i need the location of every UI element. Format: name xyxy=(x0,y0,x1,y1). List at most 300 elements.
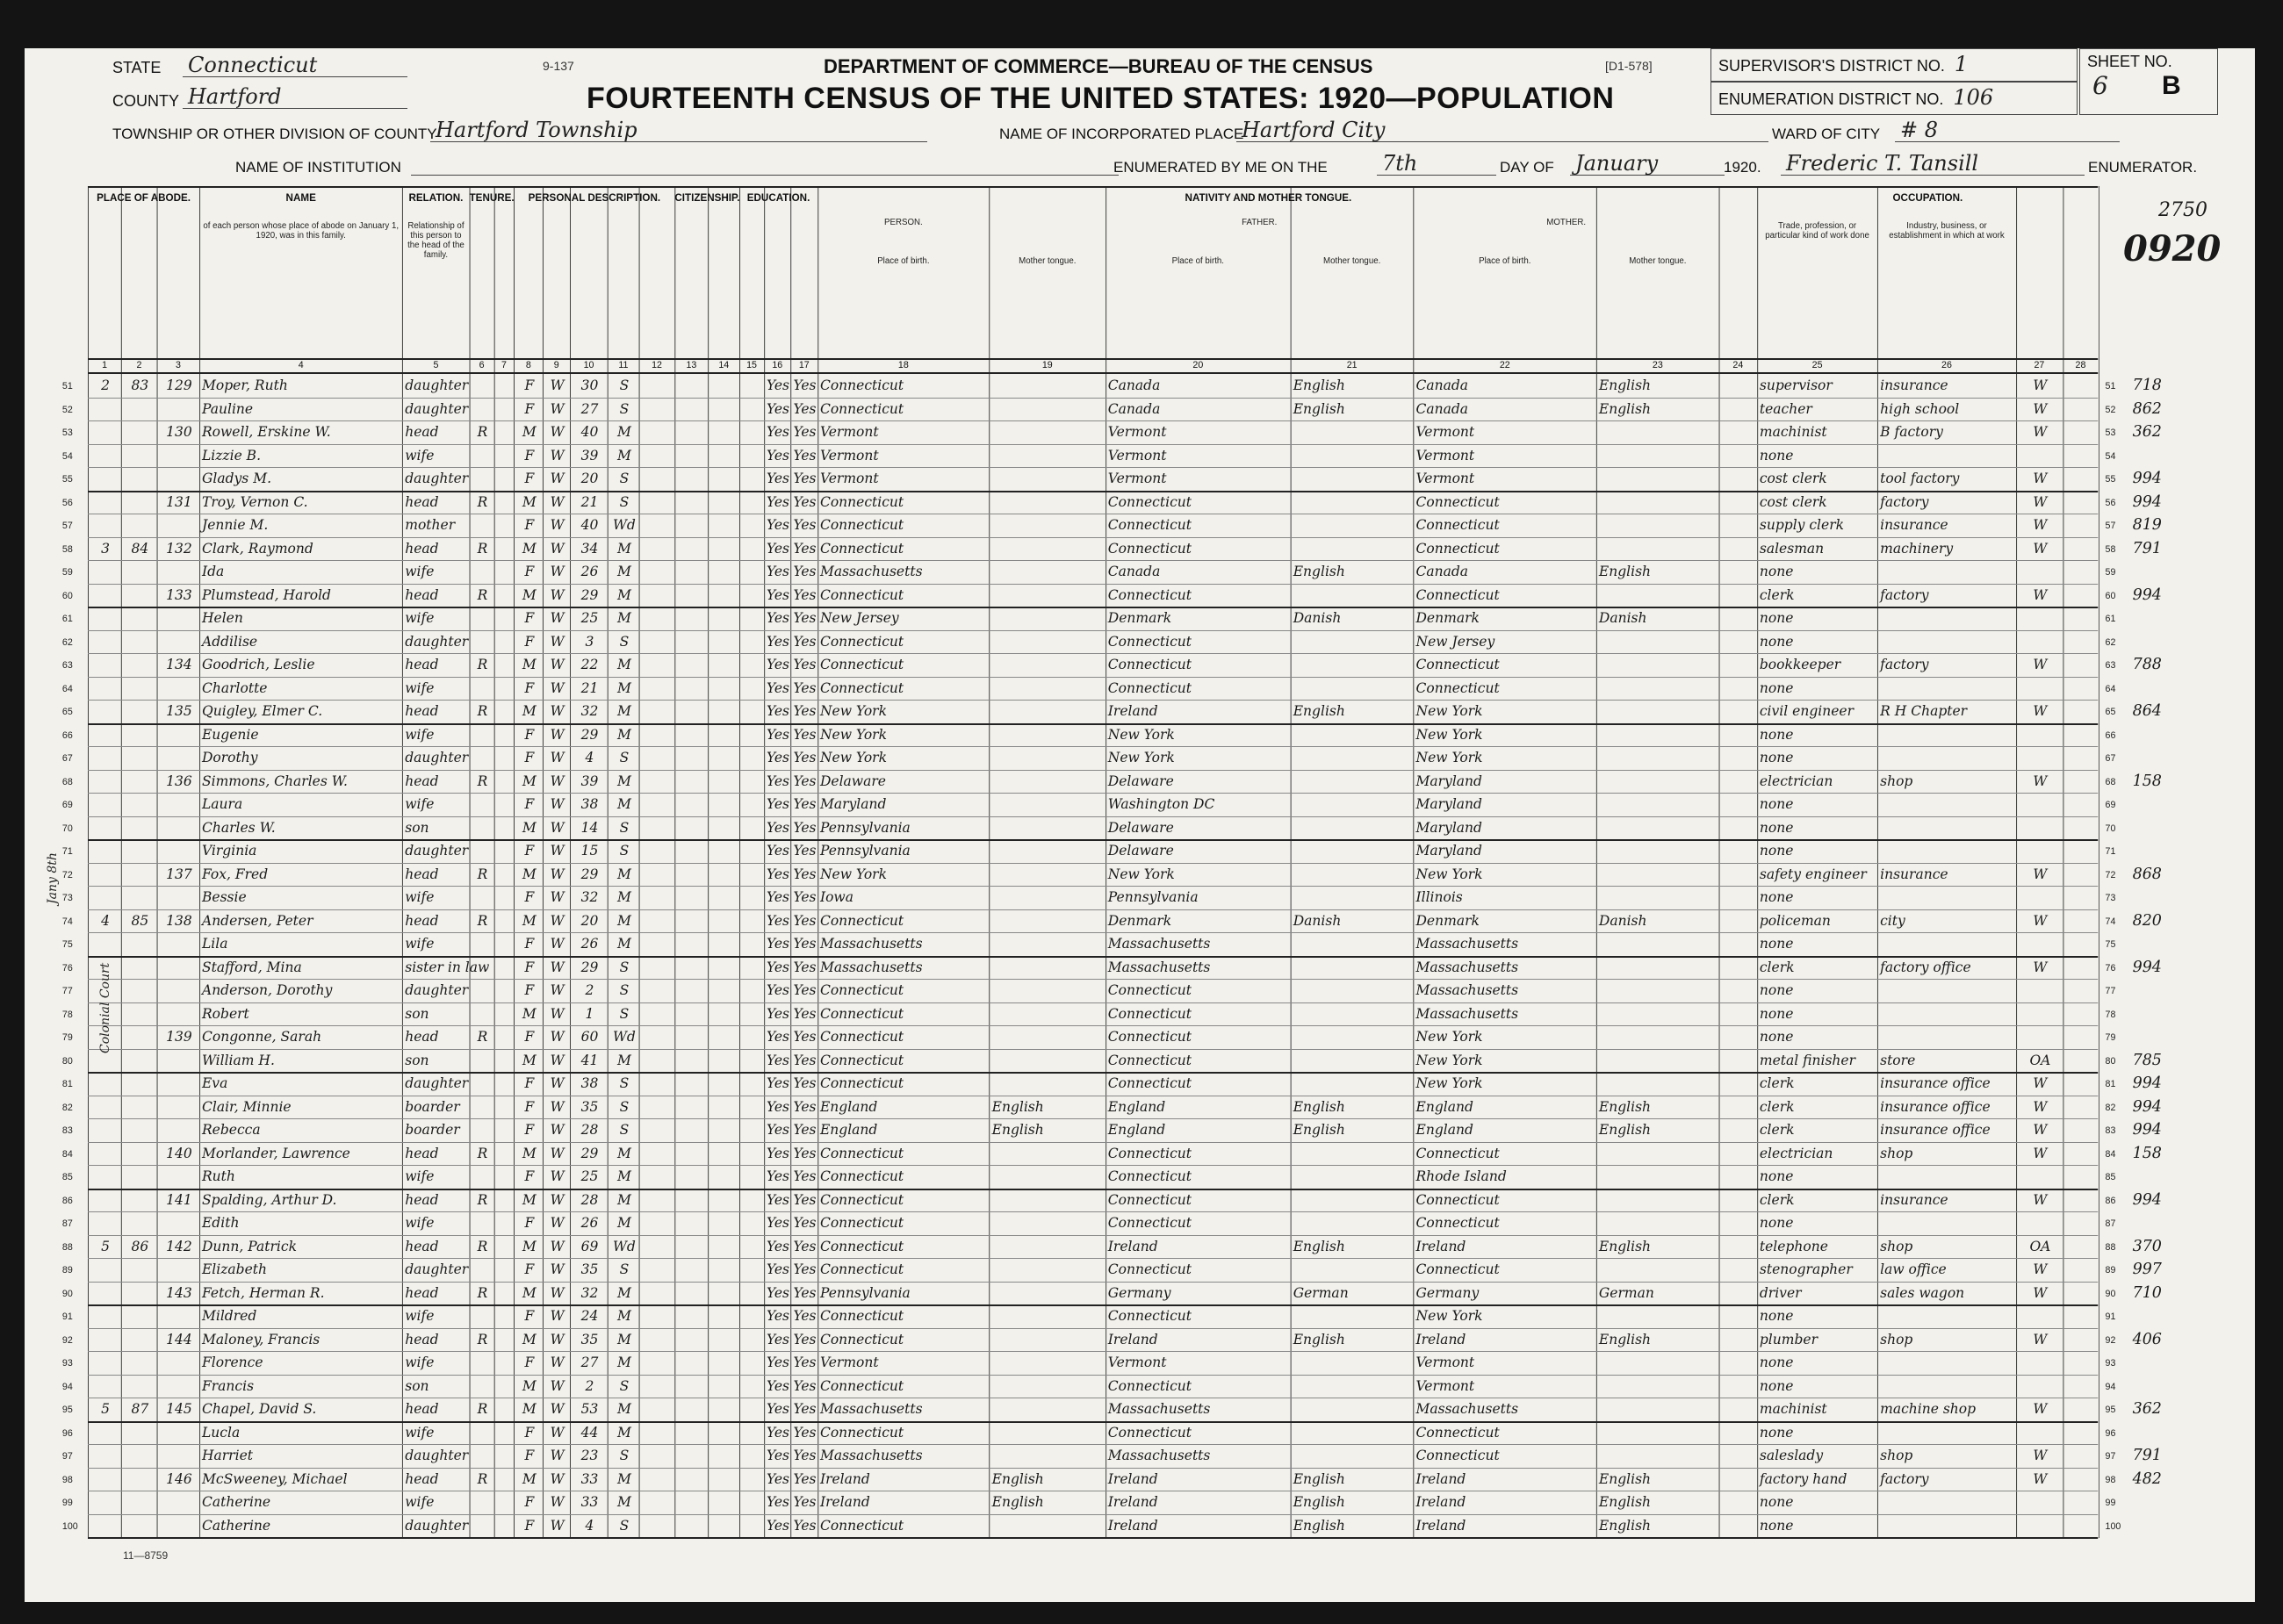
cell-name: Clair, Minnie xyxy=(201,1097,292,1115)
cell-ms: M xyxy=(616,1283,631,1301)
cell-ms: S xyxy=(619,818,630,836)
column-group-2: RELATION. xyxy=(408,191,464,204)
cell-emp: W xyxy=(2033,1283,2048,1301)
cell-trade: none xyxy=(1759,818,1794,836)
cell-sex: F xyxy=(524,981,535,998)
cell-fpob: Connecticut xyxy=(1107,1051,1192,1068)
cell-age: 29 xyxy=(580,586,599,603)
cell-fpob: New York xyxy=(1107,749,1175,765)
cell-ms: M xyxy=(616,1354,631,1370)
column-group-0: PLACE OF ABODE. xyxy=(97,191,191,204)
cell-dw: 4 xyxy=(101,911,110,929)
cell-rel: head xyxy=(405,492,439,510)
cell-trade: safety engineer xyxy=(1759,865,1867,882)
cell-mpob: Connecticut xyxy=(1415,1447,1500,1463)
cell-mpob: England xyxy=(1415,1121,1473,1138)
cell-race: W xyxy=(550,656,565,672)
line-number-left: 73 xyxy=(61,893,73,903)
cell-sex: F xyxy=(524,958,535,975)
cell-age: 29 xyxy=(580,1144,599,1161)
cell-write: Yes xyxy=(793,1400,817,1417)
cell-pob: New York xyxy=(819,725,887,743)
occupation-code: 370 xyxy=(2132,1236,2162,1255)
cell-emp: W xyxy=(2033,1261,2048,1277)
cell-ftongue: English xyxy=(1293,1516,1345,1534)
occupation-code: 406 xyxy=(2132,1329,2162,1348)
cell-ms: S xyxy=(619,1121,630,1138)
column-group-6: EDUCATION. xyxy=(746,191,810,204)
incorporated-value: Hartford City xyxy=(1236,119,1768,142)
cell-sex: F xyxy=(524,1516,535,1534)
cell-mpob: Massachusetts xyxy=(1415,1400,1519,1417)
cell-rel: wife xyxy=(405,1354,435,1370)
cell-write: Yes xyxy=(793,818,817,836)
cell-ptongue: English xyxy=(991,1470,1044,1487)
cell-fam: 141 xyxy=(166,1190,192,1208)
column-number: 19 xyxy=(1041,360,1053,370)
footer-code: 11—8759 xyxy=(123,1549,169,1562)
line-number: 90 xyxy=(2105,1288,2116,1299)
cell-race: W xyxy=(550,865,565,882)
cell-write: Yes xyxy=(793,1516,817,1534)
cell-name: Catherine xyxy=(201,1493,271,1510)
line-number-left: 77 xyxy=(61,986,73,996)
cell-sex: M xyxy=(522,865,537,882)
form-number: 9-137 xyxy=(543,59,574,73)
corner-stamp: 0920 xyxy=(2123,228,2222,269)
cell-mpob: Connecticut xyxy=(1415,1144,1500,1161)
cell-pob: Pennsylvania xyxy=(819,818,911,836)
line-number: 58 xyxy=(2105,543,2116,555)
cell-fpob: Delaware xyxy=(1107,772,1174,789)
line-number-left: 74 xyxy=(61,916,73,927)
cell-industry: insurance xyxy=(1880,516,1948,533)
cell-fpob: Denmark xyxy=(1107,609,1172,626)
page-title: FOURTEENTH CENSUS OF THE UNITED STATES: 1920—POPULATION xyxy=(587,82,1615,115)
cell-pob: Connecticut xyxy=(819,1144,904,1161)
cell-industry: store xyxy=(1880,1051,1916,1068)
cell-read: Yes xyxy=(766,1051,790,1068)
cell-pob: Vermont xyxy=(819,423,879,440)
cell-ten: R xyxy=(477,1400,488,1417)
cell-rel: wife xyxy=(405,609,435,626)
cell-ftongue: Danish xyxy=(1293,911,1342,929)
cell-name: Fetch, Herman R. xyxy=(201,1283,325,1301)
cell-name: Jennie M. xyxy=(201,516,269,533)
cell-trade: policeman xyxy=(1759,911,1831,929)
cell-ten: R xyxy=(477,1144,488,1161)
cell-rel: wife xyxy=(405,1168,435,1184)
column-subhead: Industry, business, or establishment in which at work xyxy=(1889,221,2005,241)
cell-rel: head xyxy=(405,1237,439,1254)
cell-write: Yes xyxy=(793,1330,817,1347)
cell-pob: Massachusetts xyxy=(819,935,923,952)
cell-mpob: Connecticut xyxy=(1415,679,1500,696)
table-row xyxy=(88,1398,2098,1421)
occupation-code: 862 xyxy=(2132,399,2162,418)
incorporated-label: NAME OF INCORPORATED PLACE xyxy=(999,126,1244,142)
cell-sex: F xyxy=(524,399,535,417)
cell-trade: none xyxy=(1759,446,1794,463)
cell-age: 32 xyxy=(580,1283,599,1301)
supervisor-value: 1 xyxy=(1954,52,1969,76)
line-number: 100 xyxy=(2105,1520,2121,1532)
cell-fam: 132 xyxy=(166,539,192,557)
cell-ms: M xyxy=(616,539,631,557)
cell-industry: factory xyxy=(1880,1470,1929,1487)
line-number: 81 xyxy=(2105,1079,2116,1089)
cell-fam: 142 xyxy=(166,1237,192,1254)
cell-mpob: New York xyxy=(1415,702,1483,719)
cell-read: Yes xyxy=(766,749,790,765)
column-number: 22 xyxy=(1499,360,1510,370)
cell-rel: head xyxy=(405,1190,439,1208)
table-row xyxy=(88,863,2098,887)
cell-rel: wife xyxy=(405,563,435,579)
cell-emp: W xyxy=(2033,1190,2048,1208)
cell-name: Lucla xyxy=(201,1423,241,1441)
cell-rel: daughter xyxy=(405,1074,469,1091)
cell-race: W xyxy=(550,1214,565,1231)
line-number: 70 xyxy=(2105,823,2116,834)
cell-race: W xyxy=(550,679,565,696)
cell-name: Dunn, Patrick xyxy=(201,1237,297,1254)
table-row xyxy=(88,420,2098,444)
column-subhead: of each person whose place of abode on January 1, 1920, was in this family. xyxy=(203,221,400,241)
county-label: COUNTY xyxy=(112,92,179,110)
cell-age: 4 xyxy=(585,1516,594,1534)
cell-age: 69 xyxy=(580,1237,599,1254)
cell-name: Virginia xyxy=(201,842,257,859)
cell-fam: 131 xyxy=(166,492,192,510)
cell-mpob: Rhode Island xyxy=(1415,1168,1507,1184)
cell-name: Catherine xyxy=(201,1516,271,1534)
cell-write: Yes xyxy=(793,1470,817,1487)
cell-emp: W xyxy=(2033,1447,2048,1463)
cell-race: W xyxy=(550,1470,565,1487)
cell-fpob: Ireland xyxy=(1107,702,1158,719)
ward-label: WARD OF CITY xyxy=(1772,126,1881,142)
cell-sex: F xyxy=(524,1074,535,1091)
table-row xyxy=(88,1258,2098,1282)
cell-age: 60 xyxy=(580,1028,599,1045)
table-row xyxy=(88,1468,2098,1491)
cell-fam: 130 xyxy=(166,423,192,440)
cell-fpob: New York xyxy=(1107,725,1175,743)
cell-ten: R xyxy=(477,1190,488,1208)
line-number-left: 75 xyxy=(61,939,73,950)
line-number: 92 xyxy=(2105,1334,2116,1346)
cell-emp: W xyxy=(2033,1144,2048,1161)
cell-ms: M xyxy=(616,1214,631,1231)
enumeration-box xyxy=(1710,82,2078,115)
institution-label: NAME OF INSTITUTION xyxy=(235,159,401,176)
cell-trade: clerk xyxy=(1759,1097,1795,1115)
cell-ms: M xyxy=(616,446,631,463)
occupation-code: 994 xyxy=(2132,957,2162,976)
cell-pob: Connecticut xyxy=(819,1423,904,1441)
cell-fpob: Connecticut xyxy=(1107,586,1192,603)
cell-race: W xyxy=(550,1330,565,1347)
cell-rel: daughter xyxy=(405,632,469,650)
cell-age: 32 xyxy=(580,888,599,905)
cell-industry: R H Chapter xyxy=(1880,702,1968,719)
cell-race: W xyxy=(550,377,565,393)
cell-read: Yes xyxy=(766,1283,790,1301)
cell-write: Yes xyxy=(793,1190,817,1208)
cell-mpob: Massachusetts xyxy=(1415,981,1519,998)
cell-mtongue: English xyxy=(1598,377,1652,393)
line-number-left: 57 xyxy=(61,521,73,531)
cell-fam: 135 xyxy=(166,702,192,719)
cell-race: W xyxy=(550,1074,565,1091)
line-number-left: 62 xyxy=(61,636,73,648)
cell-race: W xyxy=(550,702,565,719)
cell-age: 23 xyxy=(580,1447,599,1463)
line-number-left: 72 xyxy=(61,869,73,880)
cell-sex: F xyxy=(524,1423,535,1441)
cell-rel: head xyxy=(405,586,439,603)
cell-fpob: Connecticut xyxy=(1107,1004,1192,1022)
cell-write: Yes xyxy=(793,563,817,579)
cell-name: Stafford, Mina xyxy=(201,958,302,975)
cell-write: Yes xyxy=(793,1028,817,1045)
line-number-left: 84 xyxy=(61,1148,73,1160)
cell-sex: M xyxy=(522,492,537,510)
cell-read: Yes xyxy=(766,865,790,882)
cell-sex: F xyxy=(524,1168,535,1184)
cell-sex: M xyxy=(522,423,537,440)
cell-ms: S xyxy=(619,399,630,417)
cell-mpob: Ireland xyxy=(1415,1516,1466,1534)
cell-ten: R xyxy=(477,586,488,603)
cell-trade: supervisor xyxy=(1759,377,1833,393)
cell-race: W xyxy=(550,1493,565,1510)
column-subhead: Mother tongue. xyxy=(1323,256,1381,266)
cell-read: Yes xyxy=(766,1004,790,1022)
cell-rel: head xyxy=(405,423,439,440)
table-row xyxy=(88,677,2098,701)
cell-industry: insurance xyxy=(1880,865,1948,882)
line-number-left: 97 xyxy=(61,1451,73,1462)
occupation-code: 482 xyxy=(2132,1469,2162,1488)
cell-industry: law office xyxy=(1880,1261,1947,1277)
table-row xyxy=(88,1189,2098,1212)
cell-age: 44 xyxy=(580,1423,599,1441)
cell-race: W xyxy=(550,1307,565,1324)
table-row xyxy=(88,1118,2098,1142)
cell-mpob: Maryland xyxy=(1415,818,1482,836)
cell-age: 34 xyxy=(580,539,599,557)
cell-age: 25 xyxy=(580,609,599,626)
cell-age: 40 xyxy=(580,423,599,440)
cell-industry: shop xyxy=(1880,1237,1913,1254)
column-group-7: NATIVITY AND MOTHER TONGUE. xyxy=(1185,191,1352,204)
cell-sex: M xyxy=(522,1330,537,1347)
column-subhead: Trade, profession, or particular kind of work done xyxy=(1765,221,1869,241)
cell-name: Harriet xyxy=(201,1447,253,1463)
column-group-4: PERSONAL DESCRIPTION. xyxy=(528,191,661,204)
cell-name: Edith xyxy=(201,1214,240,1231)
cell-pob: Connecticut xyxy=(819,911,904,929)
cell-fpob: Vermont xyxy=(1107,1354,1167,1370)
line-number: 99 xyxy=(2105,1498,2116,1508)
cell-mpob: Canada xyxy=(1415,377,1469,393)
cell-ms: S xyxy=(619,492,630,510)
cell-mpob: Massachusetts xyxy=(1415,1004,1519,1022)
cell-fam: 138 xyxy=(166,911,192,929)
cell-read: Yes xyxy=(766,1237,790,1254)
cell-race: W xyxy=(550,632,565,650)
cell-industry: city xyxy=(1880,911,1905,929)
cell-dn: 86 xyxy=(131,1237,149,1254)
cell-race: W xyxy=(550,1261,565,1277)
cell-mpob: Maryland xyxy=(1415,842,1482,859)
line-number-left: 68 xyxy=(61,776,73,787)
cell-industry: insurance office xyxy=(1880,1121,1991,1138)
cell-trade: clerk xyxy=(1759,958,1795,975)
cell-fpob: Pennsylvania xyxy=(1107,888,1199,905)
cell-rel: head xyxy=(405,772,439,789)
cell-race: W xyxy=(550,1004,565,1022)
cell-trade: none xyxy=(1759,1376,1794,1394)
cell-industry: factory xyxy=(1880,492,1929,510)
line-number-left: 79 xyxy=(61,1032,73,1043)
cell-dn: 84 xyxy=(131,539,149,557)
cell-fpob: Canada xyxy=(1107,399,1161,417)
cell-emp: W xyxy=(2033,539,2048,557)
line-number: 83 xyxy=(2105,1125,2116,1136)
line-number: 54 xyxy=(2105,450,2116,462)
cell-ms: M xyxy=(616,888,631,905)
cell-trade: metal finisher xyxy=(1759,1051,1856,1068)
cell-trade: none xyxy=(1759,563,1794,579)
cell-mpob: Denmark xyxy=(1415,911,1480,929)
cell-fpob: Denmark xyxy=(1107,911,1172,929)
cell-age: 2 xyxy=(585,1376,594,1394)
cell-mpob: Vermont xyxy=(1415,1376,1475,1394)
cell-pob: Connecticut xyxy=(819,1051,904,1068)
cell-rel: wife xyxy=(405,888,435,905)
cell-name: Clark, Raymond xyxy=(201,539,313,557)
cell-rel: head xyxy=(405,1400,439,1417)
cell-name: Charles W. xyxy=(201,818,276,836)
cell-age: 29 xyxy=(580,865,599,882)
cell-read: Yes xyxy=(766,1028,790,1045)
cell-age: 4 xyxy=(585,749,594,765)
cell-name: Maloney, Francis xyxy=(201,1330,320,1347)
cell-fam: 137 xyxy=(166,865,192,882)
cell-rel: daughter xyxy=(405,842,469,859)
cell-age: 28 xyxy=(580,1121,599,1138)
cell-pob: Connecticut xyxy=(819,492,904,510)
cell-age: 38 xyxy=(580,1074,599,1091)
cell-fpob: Vermont xyxy=(1107,423,1167,440)
cell-age: 3 xyxy=(585,632,594,650)
cell-age: 33 xyxy=(580,1493,599,1510)
cell-name: McSweeney, Michael xyxy=(201,1470,348,1487)
cell-ftongue: English xyxy=(1293,1330,1345,1347)
line-number-left: 96 xyxy=(61,1427,73,1439)
cell-trade: electrician xyxy=(1759,772,1833,789)
cell-sex: F xyxy=(524,1354,535,1370)
cell-industry: insurance xyxy=(1880,1190,1948,1208)
column-number: 6 xyxy=(479,360,485,370)
cell-emp: W xyxy=(2033,516,2048,533)
cell-ten: R xyxy=(477,702,488,719)
cell-read: Yes xyxy=(766,446,790,463)
cell-name: Anderson, Dorothy xyxy=(201,981,333,998)
cell-emp: W xyxy=(2033,656,2048,672)
cell-sex: F xyxy=(524,609,535,626)
cell-mpob: Vermont xyxy=(1415,423,1475,440)
cell-pob: Massachusetts xyxy=(819,1400,923,1417)
cell-mpob: New York xyxy=(1415,1307,1483,1324)
cell-fam: 144 xyxy=(166,1330,192,1347)
cell-pob: Connecticut xyxy=(819,1261,904,1277)
cell-age: 26 xyxy=(580,935,599,952)
line-number: 51 xyxy=(2105,381,2116,392)
cell-read: Yes xyxy=(766,1516,790,1534)
cell-trade: plumber xyxy=(1759,1330,1818,1347)
cell-fpob: Connecticut xyxy=(1107,1074,1192,1091)
cell-write: Yes xyxy=(793,586,817,603)
table-row xyxy=(88,1049,2098,1073)
cell-name: Quigley, Elmer C. xyxy=(201,702,323,719)
cell-sex: M xyxy=(522,1051,537,1068)
cell-ms: M xyxy=(616,609,631,626)
cell-trade: supply clerk xyxy=(1759,516,1845,533)
cell-write: Yes xyxy=(793,1283,817,1301)
enumeration-value: 106 xyxy=(1953,85,1994,110)
table-row xyxy=(88,1514,2098,1538)
line-number-left: 87 xyxy=(61,1218,73,1229)
line-number: 80 xyxy=(2105,1055,2116,1067)
cell-read: Yes xyxy=(766,516,790,533)
cell-read: Yes xyxy=(766,1261,790,1277)
column-group-8: OCCUPATION. xyxy=(1892,191,1963,204)
occupation-code: 994 xyxy=(2132,1096,2162,1116)
line-number: 93 xyxy=(2105,1358,2116,1369)
occupation-code: 788 xyxy=(2132,655,2162,673)
line-number-left: 85 xyxy=(61,1172,73,1182)
cell-write: Yes xyxy=(793,679,817,696)
cell-write: Yes xyxy=(793,981,817,998)
cell-read: Yes xyxy=(766,1144,790,1161)
line-number-left: 98 xyxy=(61,1474,73,1485)
cell-emp: W xyxy=(2033,1097,2048,1115)
cell-read: Yes xyxy=(766,981,790,998)
cell-read: Yes xyxy=(766,958,790,975)
cell-age: 28 xyxy=(580,1190,599,1208)
table-row xyxy=(88,770,2098,794)
cell-sex: F xyxy=(524,470,535,486)
cell-sex: F xyxy=(524,935,535,952)
cell-read: Yes xyxy=(766,1190,790,1208)
cell-ms: M xyxy=(616,563,631,579)
form-code: [D1-578] xyxy=(1605,59,1653,73)
cell-race: W xyxy=(550,539,565,557)
cell-age: 35 xyxy=(580,1261,599,1277)
cell-write: Yes xyxy=(793,702,817,719)
cell-rel: wife xyxy=(405,446,435,463)
cell-race: W xyxy=(550,911,565,929)
line-number: 78 xyxy=(2105,1009,2116,1020)
table-row xyxy=(88,909,2098,933)
cell-write: Yes xyxy=(793,958,817,975)
cell-mpob: Massachusetts xyxy=(1415,935,1519,952)
column-number: 18 xyxy=(897,360,909,370)
